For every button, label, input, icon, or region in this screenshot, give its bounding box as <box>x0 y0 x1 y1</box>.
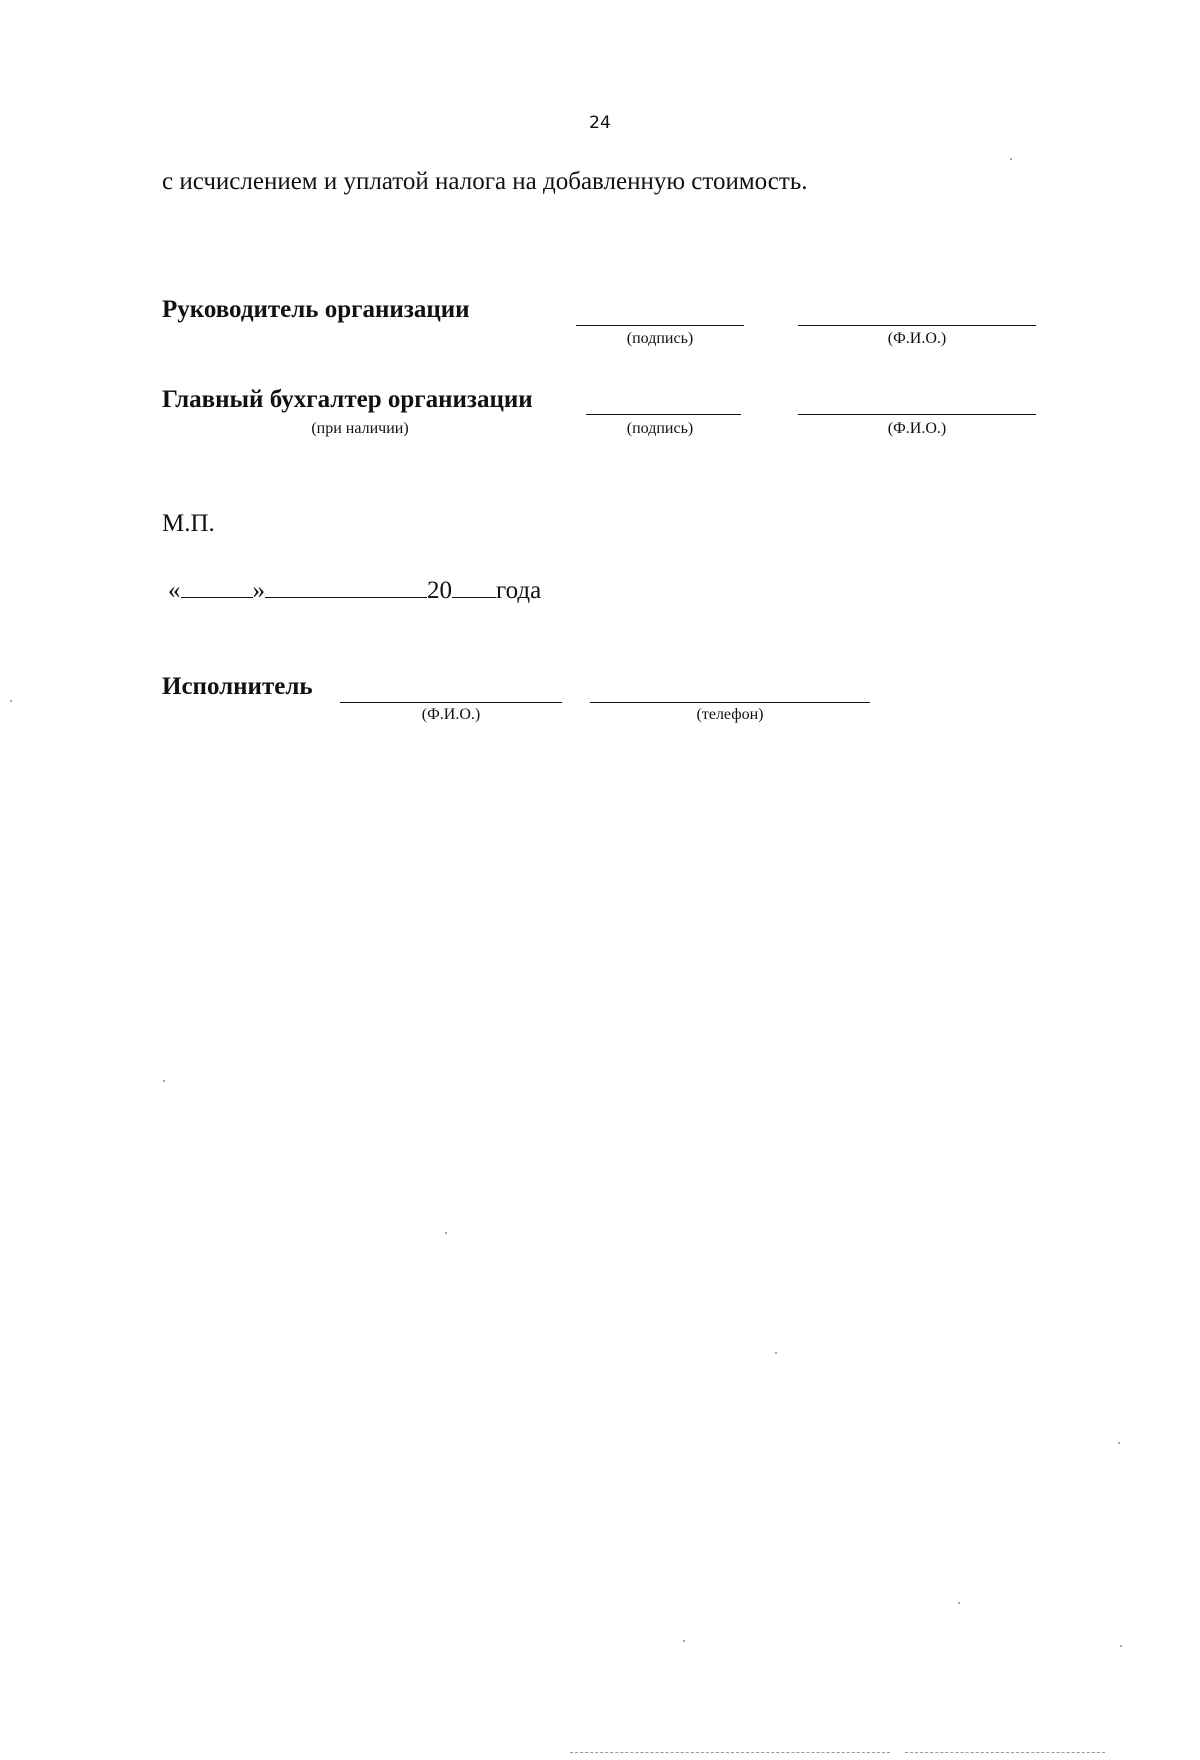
date-open-quote: « <box>168 577 181 604</box>
chief-accountant-name-caption: (Ф.И.О.) <box>887 420 947 437</box>
chief-accountant-name-line[interactable] <box>798 414 1036 415</box>
page-number: 24 <box>589 113 611 133</box>
head-label: Руководитель организации <box>162 296 470 323</box>
scan-speck <box>163 1080 165 1082</box>
scan-speck <box>1118 1442 1120 1444</box>
scan-edge-mark <box>905 1752 1105 1753</box>
date-year-blank[interactable] <box>452 573 496 598</box>
executor-name-caption: (Ф.И.О.) <box>421 706 481 723</box>
date-year-prefix: 20 <box>427 577 452 604</box>
scan-speck <box>1010 158 1012 160</box>
scan-speck <box>10 700 12 702</box>
executor-phone-line[interactable] <box>590 702 870 703</box>
date-month-blank[interactable] <box>265 573 427 598</box>
date-suffix: года <box>496 577 542 604</box>
head-signature-caption: (подпись) <box>626 330 694 347</box>
stamp-place-label: М.П. <box>162 510 215 537</box>
continuation-text: с исчислением и уплатой налога на добавленную стоимость. <box>162 168 808 195</box>
executor-label: Исполнитель <box>162 673 313 700</box>
head-name-caption: (Ф.И.О.) <box>887 330 947 347</box>
scan-speck <box>958 1602 960 1604</box>
scan-speck <box>1120 1645 1122 1647</box>
scan-speck <box>683 1640 685 1642</box>
chief-accountant-signature-caption: (подпись) <box>626 420 694 437</box>
scan-edge-mark <box>570 1752 890 1753</box>
head-name-line[interactable] <box>798 325 1036 326</box>
scan-speck <box>775 1352 777 1354</box>
head-signature-line[interactable] <box>576 325 744 326</box>
chief-accountant-sub-caption: (при наличии) <box>311 420 409 437</box>
date-row <box>168 573 541 605</box>
date-close-quote: » <box>252 577 265 604</box>
executor-phone-caption: (телефон) <box>696 706 764 723</box>
executor-name-line[interactable] <box>340 702 562 703</box>
date-day-blank[interactable] <box>181 573 253 598</box>
chief-accountant-signature-line[interactable] <box>586 414 741 415</box>
chief-accountant-label: Главный бухгалтер организации <box>162 386 533 413</box>
scan-speck <box>445 1232 447 1234</box>
